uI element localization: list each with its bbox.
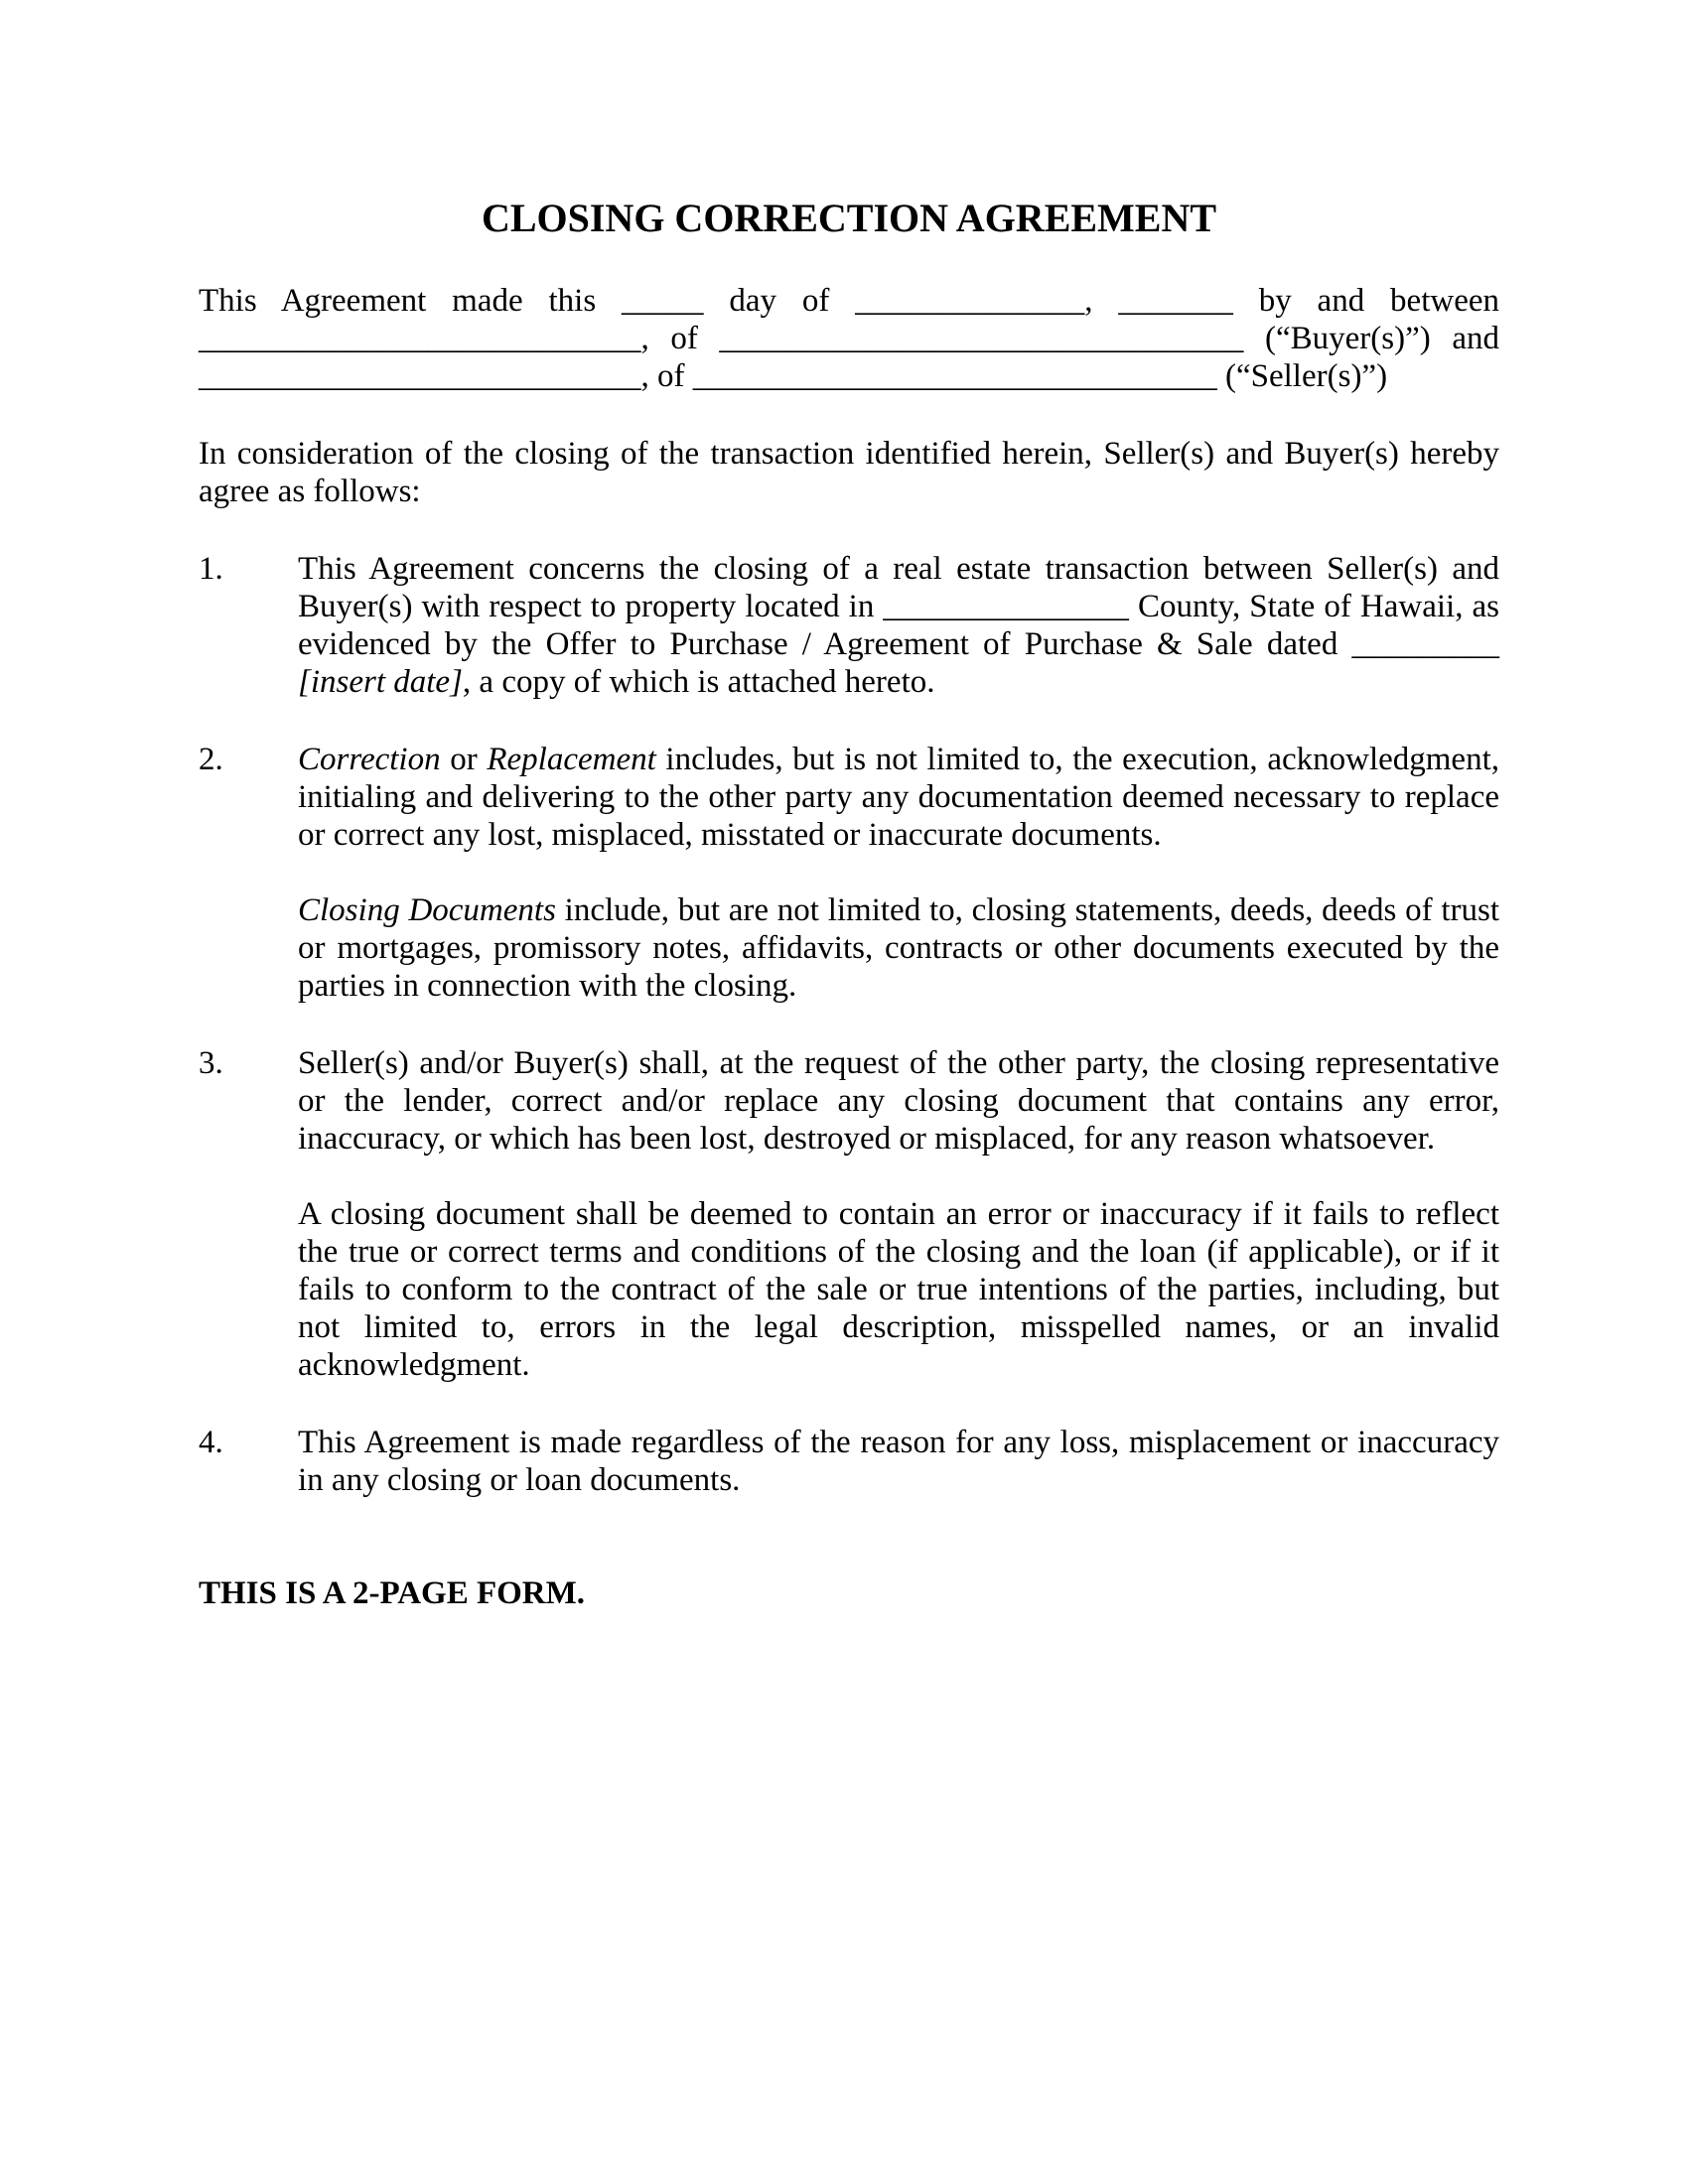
item-4-number: 4. bbox=[199, 1425, 223, 1460]
item-4-paragraph-1: This Agreement is made regardless of the reason for any loss, misplacement or inaccuracy in any closing or loan documents. bbox=[298, 1425, 1499, 1498]
intro-line-3 bbox=[199, 357, 1499, 395]
item-1-body bbox=[298, 550, 1499, 701]
item-2-number: 2. bbox=[199, 742, 223, 777]
item-2-paragraph-2 bbox=[298, 891, 1499, 1005]
intro-line1-text1: This Agreement made this bbox=[199, 283, 623, 319]
item-3-number: 3. bbox=[199, 1045, 223, 1081]
item-2 bbox=[199, 741, 1499, 1005]
item-2-text3: include, but are not limited to, closing statements, deeds, deeds of trust or mortgages, promissory notes, affidavits, contracts or other documents executed by the parties in connection with the closing. bbox=[298, 892, 1499, 1004]
replacement-term: Replacement bbox=[487, 742, 656, 777]
item-1-paragraph-1 bbox=[298, 550, 1499, 701]
blank-county-field: _______________ bbox=[883, 589, 1129, 624]
intro-line1-text4: by and between bbox=[1232, 283, 1500, 319]
item-3-paragraph-2: A closing document shall be deemed to contain an error or inaccuracy if it fails to reflect the true or correct terms and conditions of the closing and the loan (if applicable), or if it fails to conform to the contract of the sale or true intentions of the parties, including, but not limited to, errors in the legal description, misspelled names, or an invalid acknowledgment. bbox=[298, 1196, 1499, 1383]
blank-buyer-location-field: ________________________________ bbox=[719, 321, 1244, 356]
intro-line3-text2: (“Seller(s)”) bbox=[1216, 358, 1388, 394]
blank-month-field: ______________ bbox=[855, 283, 1085, 319]
blank-seller-name-field: ___________________________ bbox=[199, 358, 641, 394]
item-2-text1: or bbox=[440, 742, 488, 777]
item-1-text3: , a copy of which is attached hereto. bbox=[462, 664, 935, 700]
blank-year-field: _______ bbox=[1118, 283, 1233, 319]
intro-line1-text2: day of bbox=[703, 283, 856, 319]
item-2-text2: includes, but is not limited to, the execution, acknowledgment, initialing and delivering to the other party any documentation deemed necessary to replace or correct any lost, misplaced, misstated or inaccurate documents. bbox=[298, 742, 1499, 853]
item-1-text2: County, State of Hawaii, as evidenced by the Offer to Purchase / Agreement of Purchase & Sale dated bbox=[298, 589, 1499, 662]
blank-day-field: _____ bbox=[622, 283, 704, 319]
item-3 bbox=[199, 1044, 1499, 1384]
document-title: CLOSING CORRECTION AGREEMENT bbox=[481, 196, 1217, 240]
intro-line2-text2: (“Buyer(s)”) and bbox=[1243, 321, 1499, 356]
item-3-body bbox=[298, 1044, 1499, 1384]
blank-buyer-name-field: ___________________________ bbox=[199, 321, 641, 356]
item-2-paragraph-1 bbox=[298, 741, 1499, 854]
item-3-paragraph-1: Seller(s) and/or Buyer(s) shall, at the request of the other party, the closing representative or the lender, correct and/or replace any closing document that contains any error, inaccuracy, or which has been lost, destroyed or misplaced, for any reason whatsoever. bbox=[298, 1045, 1499, 1157]
item-1-text1: This Agreement concerns the closing of a real estate transaction between Seller(s) and Buyer(s) with respect to property located in bbox=[298, 551, 1499, 624]
intro-line-1 bbox=[199, 282, 1499, 320]
intro-line-2 bbox=[199, 320, 1499, 357]
item-4-body bbox=[298, 1424, 1499, 1499]
item-4 bbox=[199, 1424, 1499, 1499]
two-page-form-notice: THIS IS A 2-PAGE FORM. bbox=[199, 1575, 586, 1611]
item-1 bbox=[199, 550, 1499, 701]
item-2-body bbox=[298, 741, 1499, 1005]
correction-term: Correction bbox=[298, 742, 441, 777]
item-1-number: 1. bbox=[199, 551, 223, 587]
insert-date-note: [insert date] bbox=[298, 664, 463, 700]
intro-line2-text1: , of bbox=[640, 321, 720, 356]
intro-line3-text1: , of bbox=[640, 358, 693, 394]
consideration-paragraph: In consideration of the closing of the transaction identified herein, Seller(s) and Buyer(s) hereby agree as follows: bbox=[199, 436, 1499, 509]
closing-documents-term: Closing Documents bbox=[298, 892, 556, 928]
blank-contract-date-field: _________ bbox=[1351, 626, 1499, 662]
intro-line1-text3: , bbox=[1084, 283, 1119, 319]
blank-seller-location-field: ________________________________ bbox=[692, 358, 1217, 394]
intro-paragraph bbox=[199, 282, 1499, 395]
